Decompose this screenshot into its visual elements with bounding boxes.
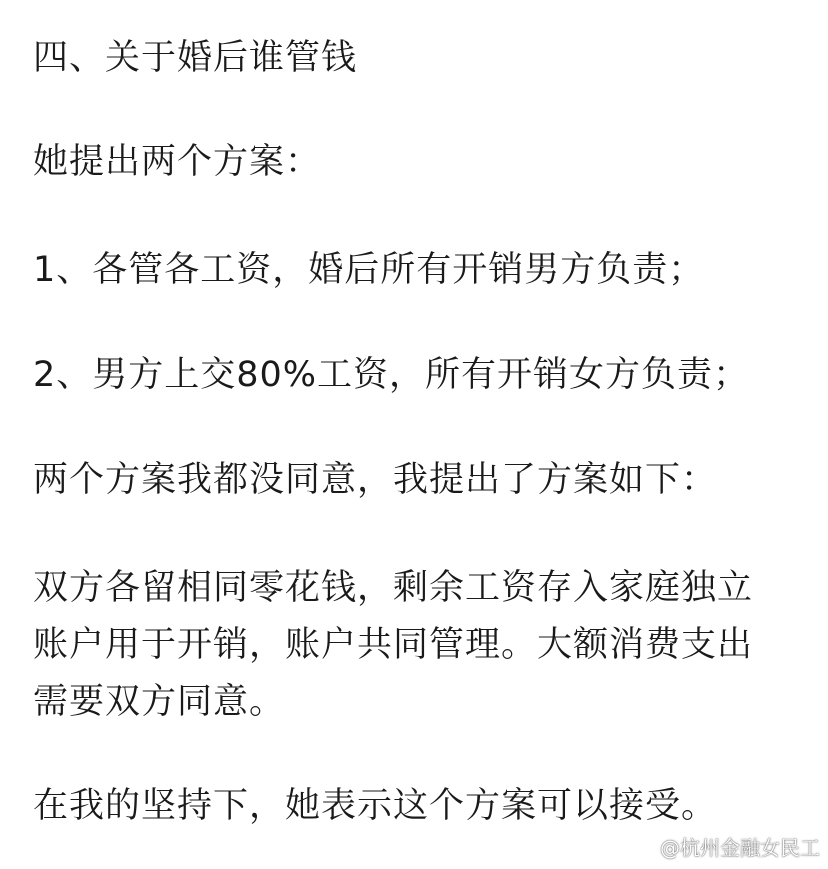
weibo-icon <box>631 835 657 857</box>
paragraph-rejection: 两个方案我都没同意，我提出了方案如下： <box>33 460 718 500</box>
watermark-text: @杭州金融女民工 <box>660 835 820 860</box>
paragraph-option-2: 2、男方上交80%工资，所有开销女方负责； <box>33 355 750 395</box>
weibo-watermark <box>631 833 820 859</box>
paragraph-proposal-line-1: 双方各留相同零花钱，剩余工资存入家庭独立 <box>33 568 754 608</box>
paragraph-option-1: 1、各管各工资，婚后所有开销男方负责； <box>33 250 705 290</box>
paragraph-conclusion: 在我的坚持下，她表示这个方案可以接受。 <box>33 786 718 826</box>
paragraph-proposal <box>33 560 753 731</box>
section-heading: 四、关于婚后谁管钱 <box>33 38 358 78</box>
paragraph-proposal-line-2: 账户用于开销，账户共同管理。大额消费支出 <box>33 625 754 665</box>
paragraph-proposal-line-3: 需要双方同意。 <box>33 682 286 722</box>
paragraph-intro: 她提出两个方案： <box>33 142 322 182</box>
